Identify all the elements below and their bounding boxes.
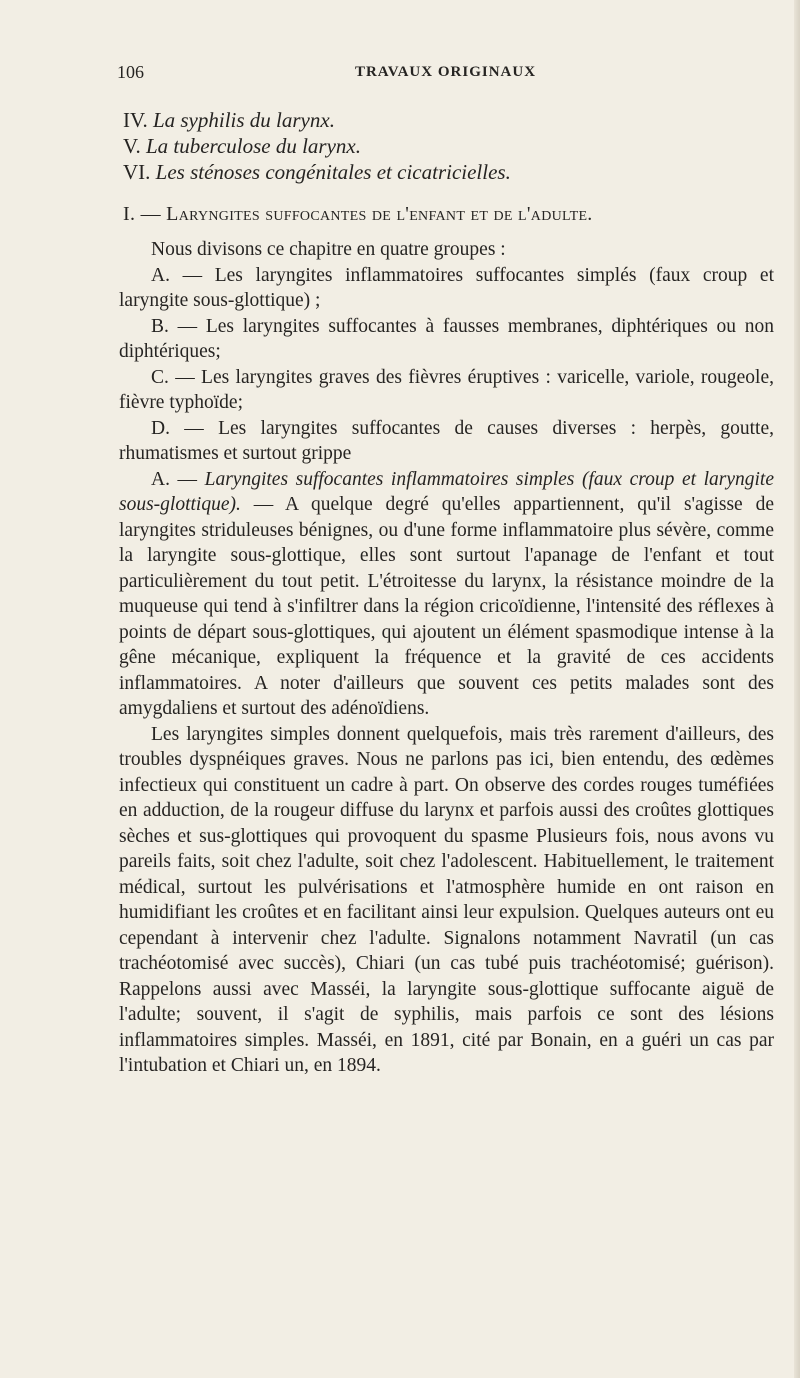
group-c-text: C. — Les laryngites graves des fièvres éruptives : varicelle, variole, rougeole, fièvre typhoïde; [119, 366, 774, 413]
paragraph-a [119, 467, 774, 722]
group-b-text: B. — Les laryngites suffocantes à fausses membranes, diphtériques ou non diphtériques; [119, 315, 774, 362]
section-heading [123, 200, 774, 228]
list-item-vi [123, 159, 774, 185]
list-item-title: La syphilis du larynx. [152, 108, 335, 132]
list-item-v [123, 133, 774, 159]
intro-paragraph [119, 237, 774, 263]
group-a [119, 263, 774, 314]
paragraph-simple-laryngites-text: Les laryngites simples donnent quelquefois, mais très rarement d'ailleurs, des troubles dyspnéiques graves. Nous ne parlons pas ici, bien entendu, des œdèmes infectieux qui constituent un cadre à part. On observe des cordes rouges tuméfiées en adduction, de la rougeur diffuse du larynx et parfois aussi des croûtes glottiques sèches et sus-glottiques qui provoquent du spasme Plusieurs fois, nous avons vu pareils faits, soit chez l'adulte, soit chez l'adolescent. Habituellement, le traitement médical, surtout les pulvérisations et l'atmosphère humide en ont raison en humidifiant les croûtes et en facilitant ainsi leur expulsion. Quelques auteurs ont eu cependant à intervenir chez l'adulte. Signalons notamment Navratil (un cas trachéotomisé avec succès), Chiari (un cas tubé puis trachéotomisé; guérison). Rappelons aussi avec Masséi, la laryngite sous-glottique suffocante aiguë de l'adulte; souvent, il s'agit de syphilis, mais parfois ce sont des lésions inflammatoires simples. Masséi, en 1891, cité par Bonain, en a guéri un cas par l'intubation et Chiari un, en 1894. [119, 723, 774, 1076]
list-item-number: V. [123, 134, 141, 158]
section-title: — Laryngites suffocantes de l'enfant et de l'adulte. [140, 203, 593, 225]
list-item-iv [123, 107, 774, 133]
page-number: 106 [117, 62, 144, 82]
running-title: TRAVAUX ORIGINAUX [354, 64, 537, 80]
section-number: I. [123, 203, 136, 225]
group-c [119, 365, 774, 416]
running-header [117, 62, 774, 86]
paragraph-a-text: — A quelque degré qu'elles appartiennent, qu'il s'agisse de laryngites striduleuses bénignes, ou d'une forme inflammatoire plus sévère, comme la laryngite sous-glottique, elles sont surtout l'apanage de l'enfant et tout particulièrement du tout petit. L'étroitesse du larynx, la résistance moindre de la muqueuse qui tend à s'infiltrer dans la région cricoïdienne, l'intensité des réflexes à points de départ sous-glottiques, qui ajoutent un élément spasmodique intense à la gêne mécanique, expliquent la fréquence et la gravité de ces accidents inflammatoires. A noter d'ailleurs que souvent ces petits malades sont des amygdaliens et surtout des adénoïdiens. [119, 494, 774, 719]
paragraph-a-title: Laryngites suffocantes inflammatoires simples (faux croup et laryngite sous-glottique). [119, 468, 774, 515]
list-item-title: Les sténoses congénitales et cicatricielles. [155, 160, 511, 184]
group-b [119, 314, 774, 365]
list-item-number: IV. [123, 108, 148, 132]
intro-text: Nous divisons ce chapitre en quatre groupes : [151, 239, 506, 260]
paragraph-a-lead: A. — [151, 468, 205, 490]
page-body [119, 107, 774, 1079]
list-item-title: La tuberculose du larynx. [145, 134, 361, 158]
group-a-text: A. — Les laryngites inflammatoires suffocantes simplés (faux croup et laryngite sous-glottique) ; [119, 264, 774, 311]
paragraph-simple-laryngites [119, 722, 774, 1079]
group-d-text: D. — Les laryngites suffocantes de causes diverses : herpès, goutte, rhumatismes et surtout grippe [119, 417, 774, 464]
group-d [119, 416, 774, 467]
list-item-number: VI. [123, 160, 151, 184]
page-edge-shadow [794, 0, 800, 1378]
